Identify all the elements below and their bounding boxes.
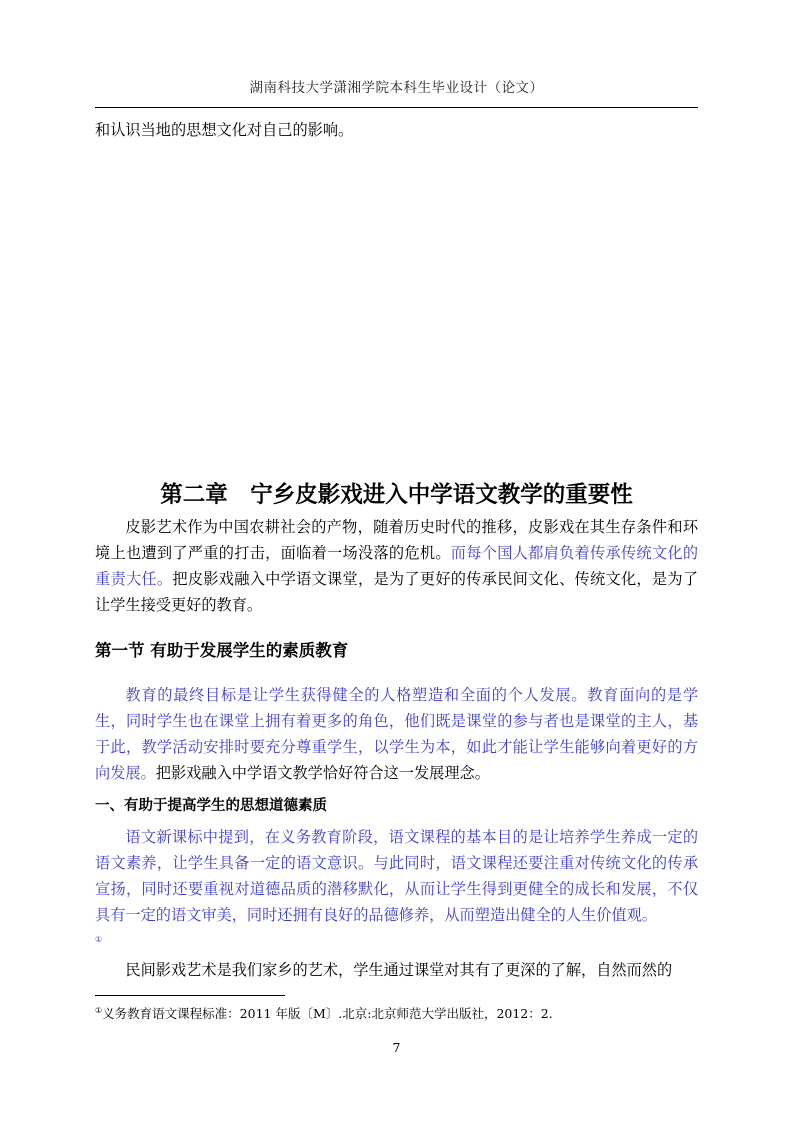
section-title: 第一节 有助于发展学生的素质教育: [95, 641, 349, 660]
intro-text-highlight: 而每个国人都肩负着传承传统文化的重责大任。: [95, 544, 698, 588]
footnote-text: 义务教育语文课程标准：2011 年版〔M〕.北京:北京师范大学出版社，2012：2.: [102, 1006, 553, 1021]
subsection-title: 一、有助于提高学生的思想道德素质: [95, 798, 327, 814]
section-text-highlight: 教育的最终目标是让学生获得健全的人格塑造和全面的个人发展。教育面向的是学生，同时学生也在课堂上拥有着更多的角色，他们既是课堂的参与者也是课堂的主人，基于此，教学活动安排时要充分尊重学生，以学生为本，如此才能让学生能够向着更好的方向发展。: [95, 686, 698, 782]
intro-text-part3: 把皮影戏融入中学语文课堂，是为了更好的传承民间文化、传统文化，是为了让学生接受更好的教育。: [95, 570, 698, 614]
section-paragraph: [95, 682, 698, 786]
intro-text-part1: 皮影艺术作为中国农耕社会的产物，随着历史时代的推移，皮影戏在其生存条件和环境上也遭到了严重的打击，面临着一场没落的危机。: [95, 518, 698, 562]
footnote-rule: [95, 995, 285, 996]
continued-paragraph: 和认识当地的思想文化对自己的影响。: [95, 121, 354, 139]
header-rule: [95, 107, 698, 108]
subsection-paragraph-2: 民间影戏艺术是我们家乡的艺术，学生通过课堂对其有了更深的了解，自然而然的: [125, 961, 673, 979]
section-text-plain: 把影戏融入中学语文教学恰好符合这一发展理念。: [155, 764, 490, 782]
page-number: 7: [392, 1040, 401, 1055]
running-header: 湖南科技大学潇湘学院本科生毕业设计（论文）: [249, 80, 544, 96]
subsection-paragraph-1: 语文新课标中提到，在义务教育阶段，语文课程的基本目的是让培养学生养成一定的语文素养，让学生具备一定的语文意识。与此同时，语文课程还要注重对传统文化的传承宣扬，同时还要重视对道德品质的潜移默化，从而让学生得到更健全的成长和发展，不仅具有一定的语文审美，同时还拥有良好的品德修养，从而塑造出健全的人生价值观。: [95, 828, 698, 924]
footnote-marker: ①: [95, 1005, 103, 1015]
footnote: [95, 1004, 553, 1022]
chapter-intro-paragraph: [95, 514, 698, 618]
footnote-reference-marker: ①: [95, 935, 103, 944]
chapter-title: 第二章 宁乡皮影戏进入中学语文教学的重要性: [160, 482, 633, 508]
